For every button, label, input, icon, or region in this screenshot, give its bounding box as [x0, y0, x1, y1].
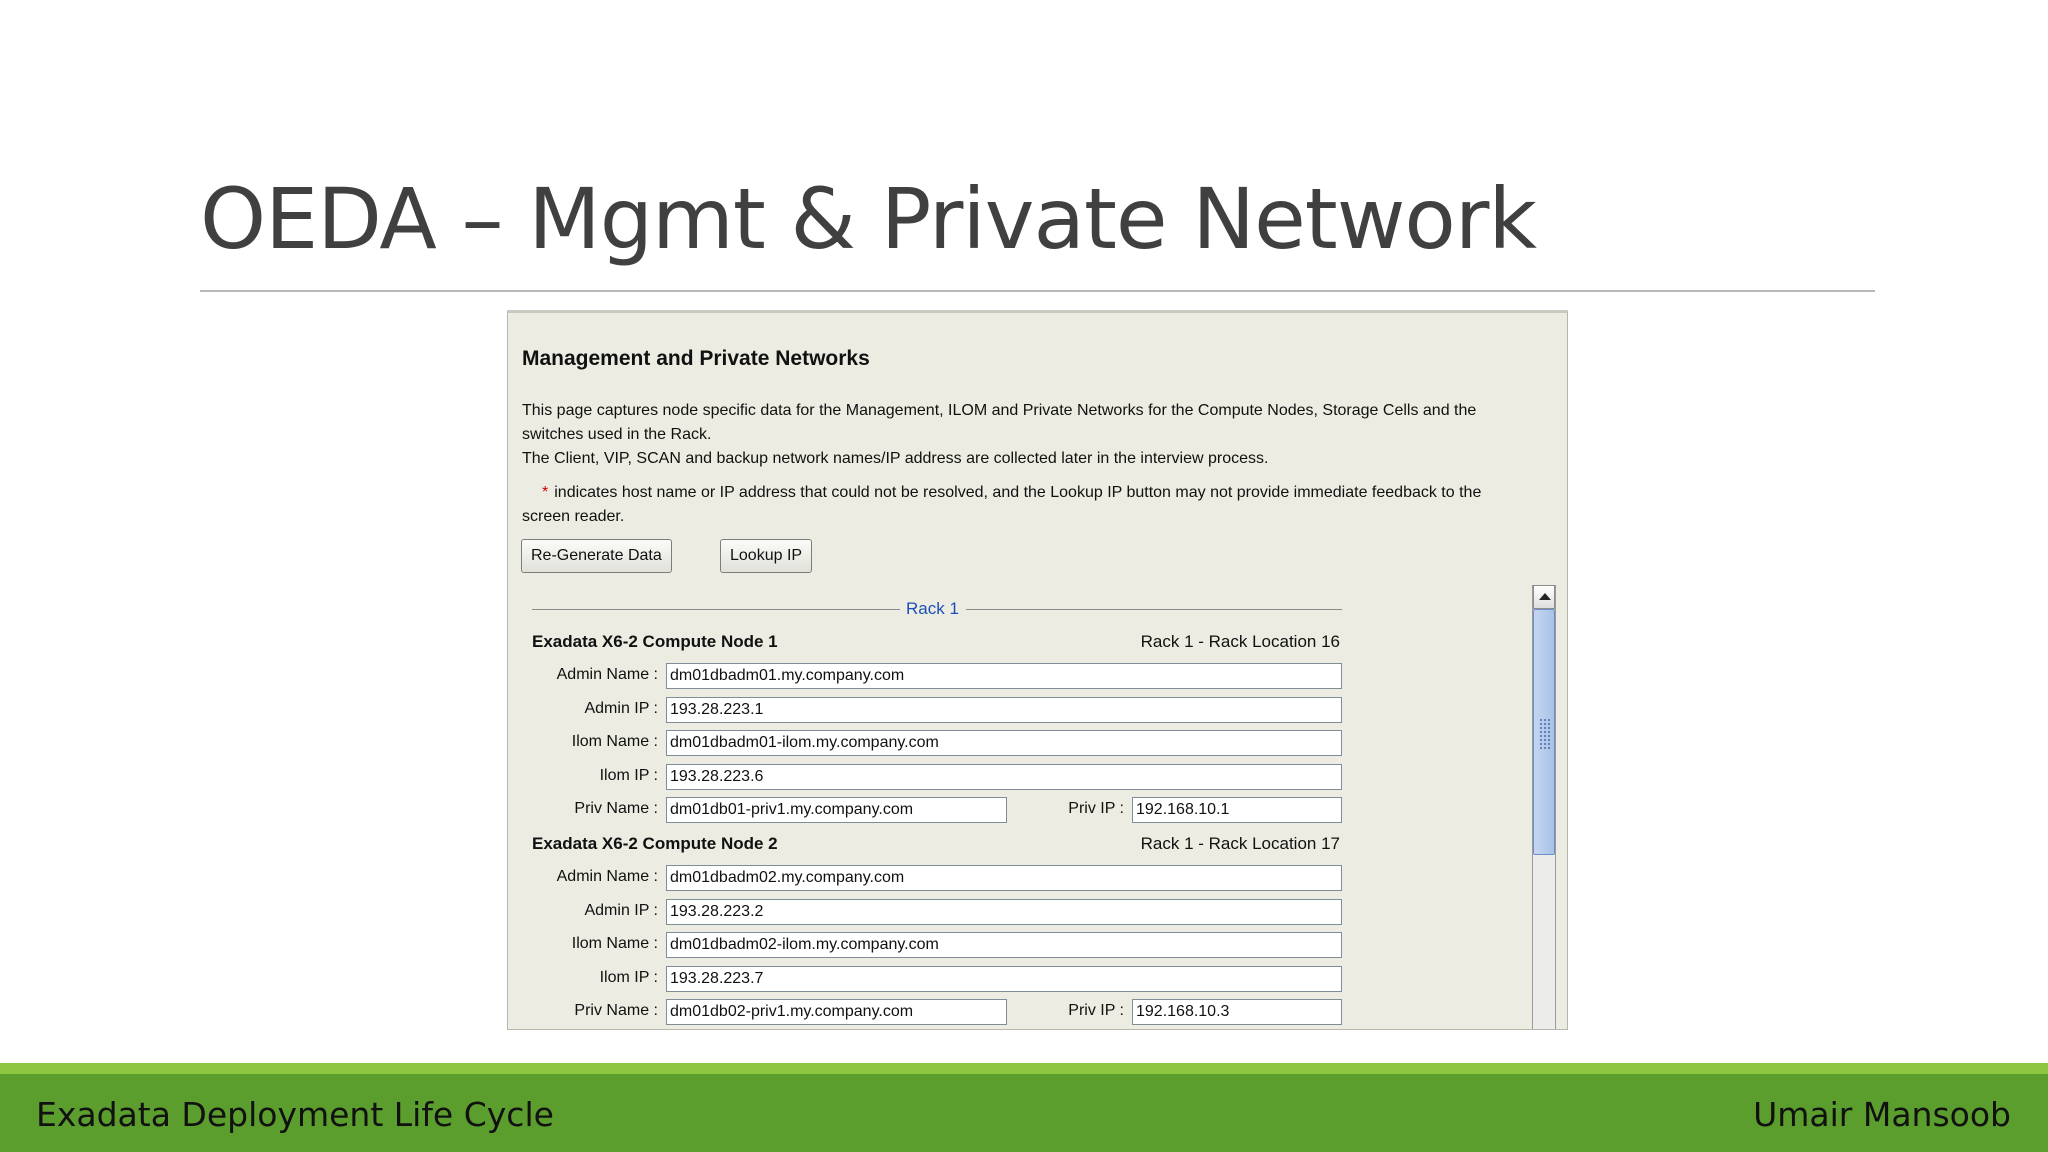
priv-ip-label: Priv IP :: [1068, 1002, 1124, 1019]
ilom-ip-input[interactable]: [666, 764, 1342, 790]
title-divider: [200, 290, 1875, 292]
admin-name-input[interactable]: [666, 663, 1342, 689]
priv-ip-input[interactable]: [1132, 999, 1342, 1025]
node-location: Rack 1 - Rack Location 16: [1140, 632, 1340, 651]
priv-name-label: Priv Name :: [574, 800, 658, 817]
ilom-name-input[interactable]: [666, 932, 1342, 958]
node-title: Exadata X6-2 Compute Node 2: [532, 834, 778, 853]
node-title: Exadata X6-2 Compute Node 1: [532, 632, 778, 651]
regenerate-data-button[interactable]: Re-Generate Data: [521, 539, 672, 573]
priv-name-label: Priv Name :: [574, 1002, 658, 1019]
footer-deck-title: Exadata Deployment Life Cycle: [36, 1095, 554, 1134]
oeda-network-panel: [507, 310, 1568, 1030]
footer-accent-stripe: [0, 1063, 2048, 1074]
priv-ip-label: Priv IP :: [1068, 800, 1124, 817]
admin-name-label: Admin Name :: [556, 868, 658, 885]
priv-ip-input[interactable]: [1132, 797, 1342, 823]
admin-ip-label: Admin IP :: [584, 700, 658, 717]
scrollbar-thumb[interactable]: [1533, 609, 1555, 855]
rack-label: Rack 1: [906, 599, 959, 618]
admin-ip-input[interactable]: [666, 697, 1342, 723]
scroll-up-arrow-icon[interactable]: [1533, 585, 1555, 609]
note-text: indicates host name or IP address that could not be resolved, and the Lookup IP button may not provide immediate feedback to the: [554, 484, 1482, 501]
required-star-icon: *: [542, 484, 549, 501]
ilom-ip-label: Ilom IP :: [599, 969, 658, 986]
ilom-ip-input[interactable]: [666, 966, 1342, 992]
vertical-scrollbar[interactable]: [1532, 585, 1556, 1030]
priv-name-input[interactable]: [666, 797, 1007, 823]
ilom-name-label: Ilom Name :: [571, 733, 658, 750]
description-line: The Client, VIP, SCAN and backup network names/IP address are collected later in the interview process.: [522, 450, 1269, 467]
description-line: This page captures node specific data for the Management, ILOM and Private Networks for the Compute Nodes, Storage Cells and the: [522, 402, 1477, 419]
ilom-ip-label: Ilom IP :: [599, 767, 658, 784]
description-line: switches used in the Rack.: [522, 426, 712, 443]
lookup-ip-button[interactable]: Lookup IP: [720, 539, 812, 573]
node-location: Rack 1 - Rack Location 17: [1140, 834, 1340, 853]
rack-divider-left: [532, 609, 900, 610]
grip-icon: [1539, 718, 1551, 750]
slide-title: OEDA – Mgmt & Private Network: [200, 170, 1536, 268]
admin-ip-label: Admin IP :: [584, 902, 658, 919]
ilom-name-label: Ilom Name :: [571, 935, 658, 952]
admin-ip-input[interactable]: [666, 899, 1342, 925]
priv-name-input[interactable]: [666, 999, 1007, 1025]
note-text: screen reader.: [522, 508, 625, 525]
panel-heading: Management and Private Networks: [522, 347, 870, 370]
footer-author: Umair Mansoob: [1753, 1095, 2011, 1134]
rack-divider-right: [966, 609, 1342, 610]
admin-name-label: Admin Name :: [556, 666, 658, 683]
ilom-name-input[interactable]: [666, 730, 1342, 756]
unresolved-note: [522, 481, 1481, 505]
admin-name-input[interactable]: [666, 865, 1342, 891]
